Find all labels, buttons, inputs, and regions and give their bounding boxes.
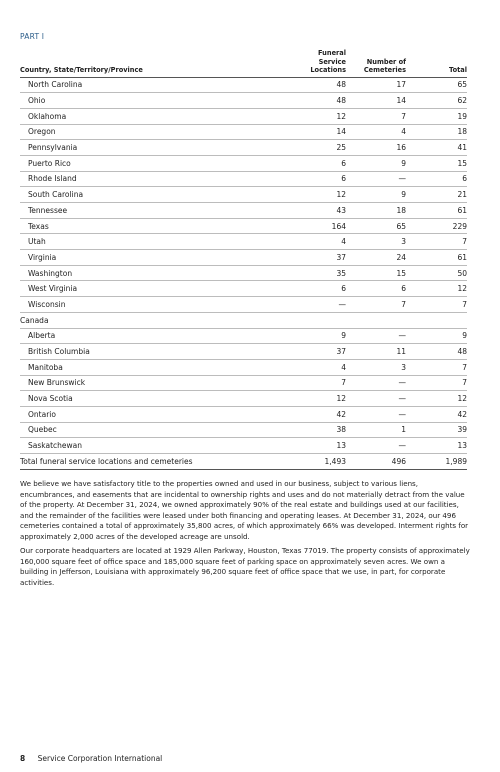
col-header-funeral xyxy=(288,49,346,77)
row-cemetery-count: 11 xyxy=(346,344,406,360)
properties-table xyxy=(20,49,467,470)
row-location: Saskatchewan xyxy=(20,438,288,454)
table-row xyxy=(20,203,467,219)
table-header-row xyxy=(20,49,467,77)
table-row xyxy=(20,438,467,454)
row-funeral-count: 38 xyxy=(288,422,346,438)
row-funeral-count: 13 xyxy=(288,438,346,454)
row-funeral-count: 4 xyxy=(288,359,346,375)
table-total-row xyxy=(20,454,467,470)
row-funeral-count: 9 xyxy=(288,328,346,344)
row-location: Pennsylvania xyxy=(20,140,288,156)
row-total: 18 xyxy=(406,124,467,140)
row-total: 12 xyxy=(406,391,467,407)
row-total: 12 xyxy=(406,281,467,297)
row-cemetery-count: 7 xyxy=(346,108,406,124)
row-location: British Columbia xyxy=(20,344,288,360)
row-total: 7 xyxy=(406,359,467,375)
row-total: 61 xyxy=(406,250,467,266)
row-location: Puerto Rico xyxy=(20,155,288,171)
row-cemetery-count: 17 xyxy=(346,77,406,93)
page-footer xyxy=(20,754,162,763)
row-funeral-count: 6 xyxy=(288,171,346,187)
row-location: Washington xyxy=(20,265,288,281)
row-location: Alberta xyxy=(20,328,288,344)
row-funeral-count: 12 xyxy=(288,108,346,124)
row-location: Utah xyxy=(20,234,288,250)
row-total: 6 xyxy=(406,171,467,187)
row-cemetery-count: — xyxy=(346,328,406,344)
col-header-location xyxy=(20,49,288,77)
total-label: Total funeral service locations and cemeteries xyxy=(20,454,288,470)
col-header-cemeteries xyxy=(346,49,406,77)
row-funeral-count: 43 xyxy=(288,203,346,219)
col-header-cemeteries-line-2: Cemeteries xyxy=(363,66,406,74)
row-location: North Carolina xyxy=(20,77,288,93)
table-row xyxy=(20,391,467,407)
row-funeral-count: 7 xyxy=(288,375,346,391)
col-header-cemeteries-line-1: Number of xyxy=(366,57,406,66)
row-cemetery-count: 3 xyxy=(346,359,406,375)
row-funeral-count: 6 xyxy=(288,155,346,171)
col-header-total xyxy=(406,49,467,77)
row-location: Oregon xyxy=(20,124,288,140)
col-header-funeral-line-2: Service xyxy=(318,57,346,66)
row-location: South Carolina xyxy=(20,187,288,203)
row-funeral-count: 25 xyxy=(288,140,346,156)
row-location: West Virginia xyxy=(20,281,288,297)
row-cemetery-count: 4 xyxy=(346,124,406,140)
table-row xyxy=(20,281,467,297)
row-cemetery-count: — xyxy=(346,438,406,454)
row-total: 42 xyxy=(406,406,467,422)
row-cemetery-count: 1 xyxy=(346,422,406,438)
row-location: Manitoba xyxy=(20,359,288,375)
row-total: 7 xyxy=(406,297,467,313)
row-cemetery-count: 65 xyxy=(346,218,406,234)
row-cemetery-count: — xyxy=(346,406,406,422)
row-total: 41 xyxy=(406,140,467,156)
row-location: Virginia xyxy=(20,250,288,266)
row-cemetery-count: 9 xyxy=(346,155,406,171)
paragraph-title-properties: We believe we have satisfactory title to the properties owned and used in our business, subject to various liens, encumbrances, and easements that are incidental to ownership rights and uses and do not materially detract from the value of the property. At December 31, 2024, we owned approximately 90% of the real estate and buildings used at our facilities, and the remainder of the facilities were leased under both financing and operating leases. At December 31, 2024, our 496 cemeteries contained a total of approximately 35,800 acres, of which approximately 66% was developed. Interment rights for approximately 2,000 acres of the developed acreage are unsold. xyxy=(20,479,469,541)
row-cemetery-count: 7 xyxy=(346,297,406,313)
row-funeral-count: 37 xyxy=(288,250,346,266)
row-cemetery-count: 9 xyxy=(346,187,406,203)
row-total: 7 xyxy=(406,234,467,250)
row-funeral-count: 35 xyxy=(288,265,346,281)
table-row xyxy=(20,250,467,266)
table-row xyxy=(20,93,467,109)
row-cemetery-count: 3 xyxy=(346,234,406,250)
table-row xyxy=(20,265,467,281)
row-location: Oklahoma xyxy=(20,108,288,124)
row-cemetery-count: — xyxy=(346,171,406,187)
row-funeral-count: 164 xyxy=(288,218,346,234)
row-total: 13 xyxy=(406,438,467,454)
table-row xyxy=(20,108,467,124)
row-funeral-count: 6 xyxy=(288,281,346,297)
table-group-row xyxy=(20,312,467,328)
footer-company: Service Corporation International xyxy=(37,754,163,763)
row-total: 62 xyxy=(406,93,467,109)
row-funeral-count: 14 xyxy=(288,124,346,140)
row-funeral-count: — xyxy=(288,297,346,313)
row-total: 15 xyxy=(406,155,467,171)
col-header-location-label: Country, State/Territory/Province xyxy=(20,66,143,74)
row-location: Ohio xyxy=(20,93,288,109)
table-row xyxy=(20,187,467,203)
table-row xyxy=(20,297,467,313)
row-location: Nova Scotia xyxy=(20,391,288,407)
row-total: 229 xyxy=(406,218,467,234)
row-total: 9 xyxy=(406,328,467,344)
row-location: Texas xyxy=(20,218,288,234)
table-row xyxy=(20,359,467,375)
table-row xyxy=(20,422,467,438)
row-funeral-count: 37 xyxy=(288,344,346,360)
table-row xyxy=(20,155,467,171)
row-location: Wisconsin xyxy=(20,297,288,313)
table-row xyxy=(20,328,467,344)
row-total: 50 xyxy=(406,265,467,281)
col-header-funeral-line-3: Locations xyxy=(310,66,346,74)
row-location: Tennessee xyxy=(20,203,288,219)
table-body xyxy=(20,77,467,469)
row-cemetery-count: 24 xyxy=(346,250,406,266)
row-cemetery-count: — xyxy=(346,391,406,407)
table-row xyxy=(20,124,467,140)
row-location: Ontario xyxy=(20,406,288,422)
row-funeral-count: 48 xyxy=(288,93,346,109)
page-number: 8 xyxy=(20,754,26,763)
table-row xyxy=(20,234,467,250)
row-funeral-count: 48 xyxy=(288,77,346,93)
row-cemetery-count: — xyxy=(346,375,406,391)
row-total: 48 xyxy=(406,344,467,360)
row-cemetery-count: 18 xyxy=(346,203,406,219)
table-row xyxy=(20,171,467,187)
col-header-total-label: Total xyxy=(448,66,467,74)
table-row xyxy=(20,77,467,93)
row-location: New Brunswick xyxy=(20,375,288,391)
row-funeral-count: 42 xyxy=(288,406,346,422)
row-funeral-count: 12 xyxy=(288,187,346,203)
row-total: 39 xyxy=(406,422,467,438)
table-row xyxy=(20,406,467,422)
table-row xyxy=(20,344,467,360)
grand-total: 1,989 xyxy=(406,454,467,470)
row-cemetery-count: 14 xyxy=(346,93,406,109)
row-total: 21 xyxy=(406,187,467,203)
row-location: Rhode Island xyxy=(20,171,288,187)
total-funeral-count: 1,493 xyxy=(288,454,346,470)
row-total: 65 xyxy=(406,77,467,93)
total-cemetery-count: 496 xyxy=(346,454,406,470)
row-funeral-count: 4 xyxy=(288,234,346,250)
row-total: 61 xyxy=(406,203,467,219)
row-funeral-count: 12 xyxy=(288,391,346,407)
table-row xyxy=(20,140,467,156)
table-row xyxy=(20,218,467,234)
table-row xyxy=(20,375,467,391)
group-label: Canada xyxy=(20,312,467,328)
row-cemetery-count: 6 xyxy=(346,281,406,297)
row-location: Quebec xyxy=(20,422,288,438)
part-label: PART I xyxy=(20,32,45,41)
row-cemetery-count: 15 xyxy=(346,265,406,281)
row-total: 19 xyxy=(406,108,467,124)
paragraph-headquarters: Our corporate headquarters are located at 1929 Allen Parkway, Houston, Texas 77019. The property consists of approximately 160,000 square feet of office space and 185,000 square feet of parking space on approximately seven acres. We own a building in Jefferson, Louisiana with approximately 96,200 square feet of office space that we use, in part, for corporate activities. xyxy=(20,546,470,587)
row-total: 7 xyxy=(406,375,467,391)
row-cemetery-count: 16 xyxy=(346,140,406,156)
col-header-funeral-line-1: Funeral xyxy=(318,49,346,57)
